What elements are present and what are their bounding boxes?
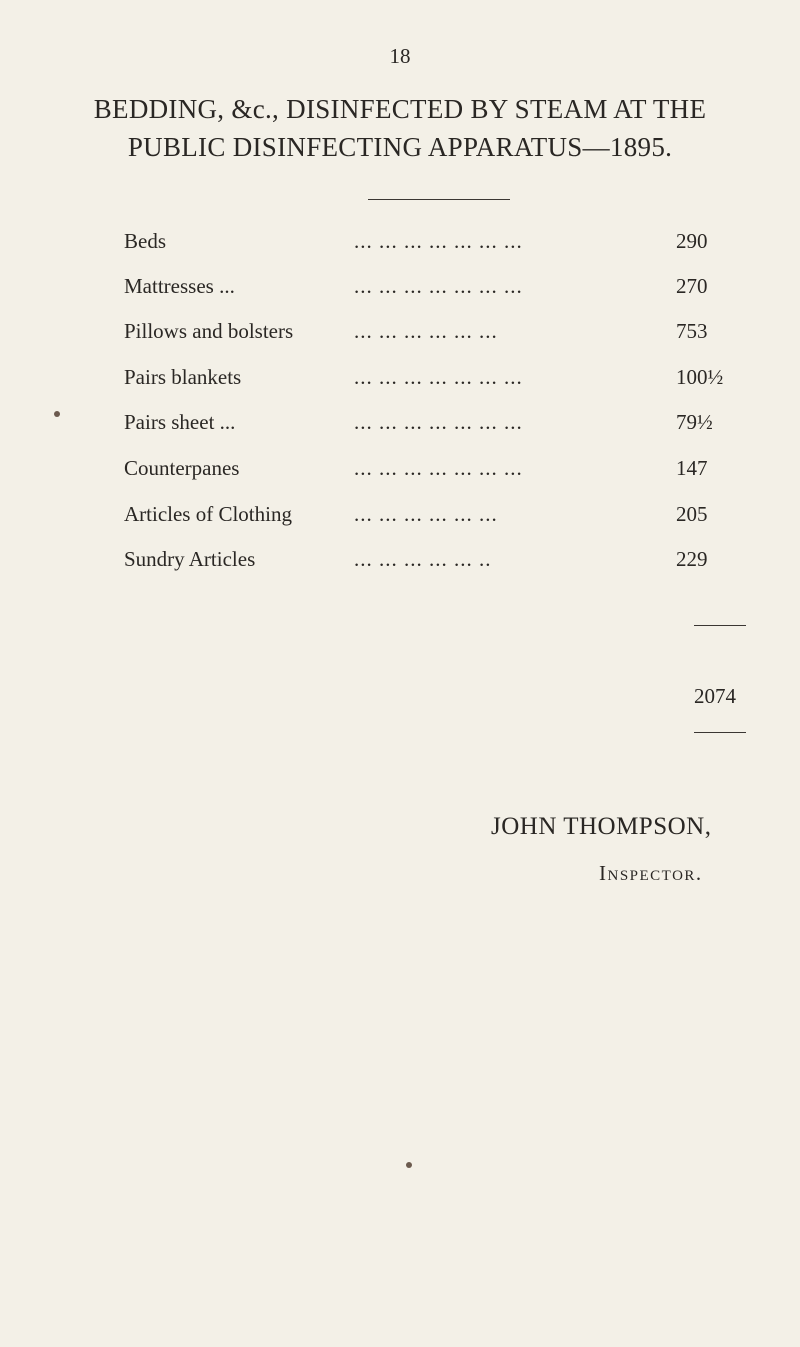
title-line-1: BEDDING, &c., DISINFECTED BY STEAM AT THE — [93, 94, 707, 124]
dot-leader: ... ... ... ... ... ... — [354, 319, 498, 343]
table-title — [0, 90, 800, 166]
item-label: Pillows and bolsters — [124, 319, 294, 343]
item-count: 229 — [676, 547, 708, 571]
item-count: 290 — [676, 229, 708, 253]
dot-leader: ... ... ... ... ... ... ... — [354, 365, 523, 389]
dot-leader: ... ... ... ... ... ... — [354, 502, 498, 526]
list-item — [124, 315, 740, 347]
item-count: 147 — [676, 456, 708, 480]
item-label: Pairs sheet ... — [124, 410, 236, 434]
ink-speck — [54, 411, 60, 417]
dot-leader: ... ... ... ... ... ... ... — [354, 229, 523, 253]
list-item — [124, 225, 740, 257]
dot-leader: ... ... ... ... ... .. — [354, 547, 492, 571]
item-count: 205 — [676, 502, 708, 526]
signature-name: JOHN THOMPSON, — [491, 813, 712, 840]
item-count: 100½ — [676, 365, 724, 389]
list-item — [124, 543, 740, 575]
list-item — [124, 452, 740, 484]
dot-leader: ... ... ... ... ... ... ... — [354, 456, 523, 480]
total-rule-bottom — [694, 732, 746, 733]
list-item — [124, 498, 740, 530]
list-item — [124, 361, 740, 393]
list-item — [124, 270, 740, 302]
item-label: Mattresses ... — [124, 274, 235, 298]
page-number: 18 — [389, 44, 411, 68]
item-count: 753 — [676, 319, 708, 343]
title-divider — [368, 199, 510, 200]
dot-leader: ... ... ... ... ... ... ... — [354, 410, 523, 434]
item-label: Articles of Clothing — [124, 502, 292, 526]
item-label: Pairs blankets — [124, 365, 242, 389]
total-rule-top — [694, 625, 746, 626]
item-label: Counterpanes — [124, 456, 240, 480]
dot-leader: ... ... ... ... ... ... ... — [354, 274, 523, 298]
item-label: Sundry Articles — [124, 547, 256, 571]
item-count: 270 — [676, 274, 708, 298]
item-label: Beds — [124, 229, 166, 253]
item-count: 79½ — [676, 410, 713, 434]
ink-speck — [406, 1162, 412, 1168]
title-line-2: PUBLIC DISINFECTING APPARATUS—1895. — [127, 132, 673, 162]
list-item — [124, 406, 740, 438]
signature-role: Inspector. — [599, 861, 703, 885]
total-count: 2074 — [694, 684, 736, 708]
